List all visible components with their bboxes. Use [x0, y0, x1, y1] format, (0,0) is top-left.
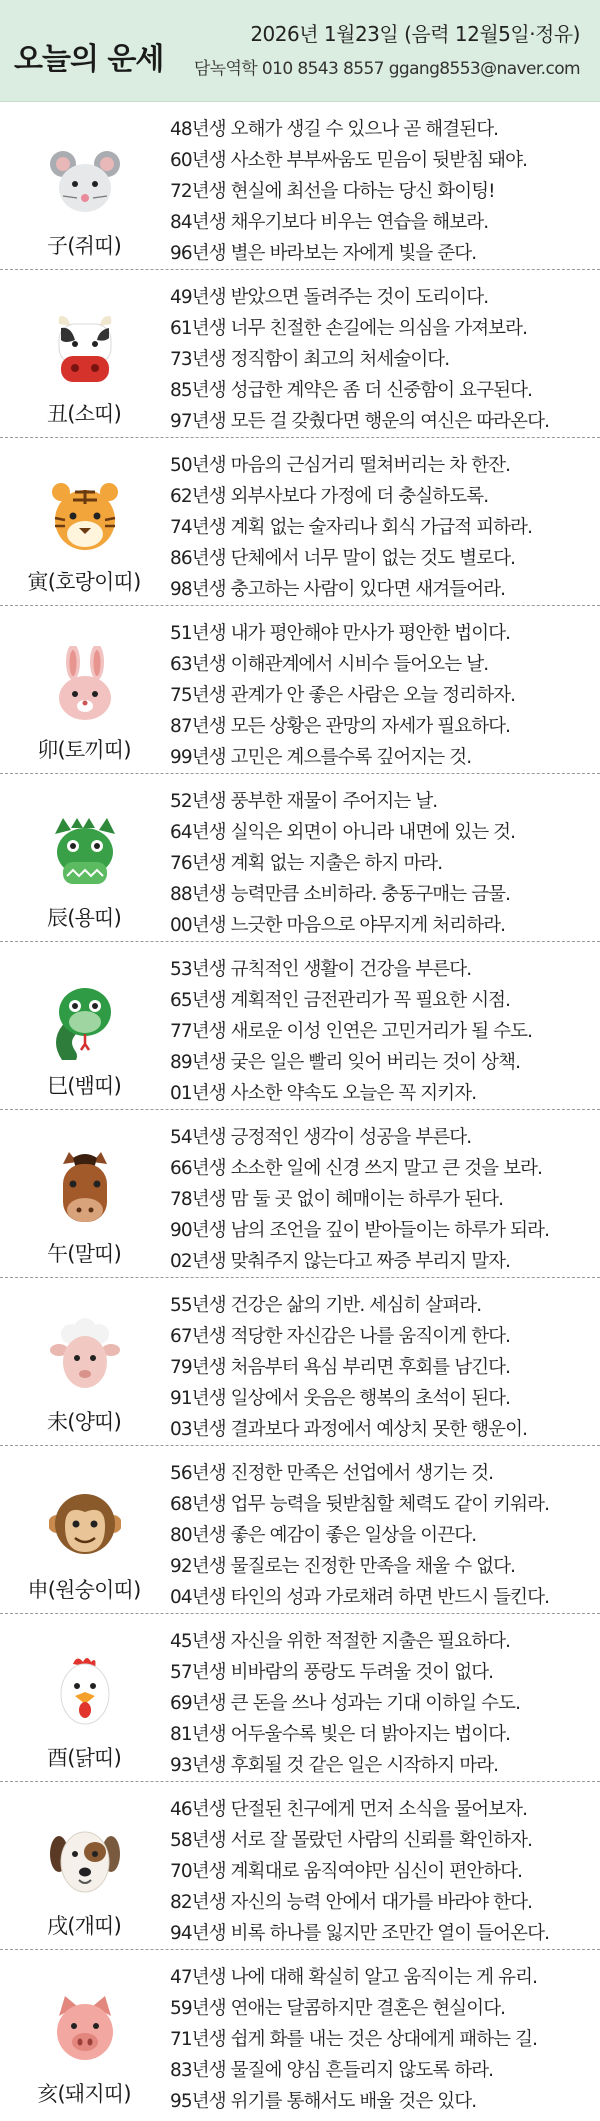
zodiac-list — [0, 102, 600, 2118]
fortune-line: 86년생 단체에서 너무 말이 없는 것도 별로다. — [170, 548, 516, 569]
zodiac-label: 酉(닭띠) — [47, 1746, 121, 1770]
fortune-lines — [170, 618, 595, 773]
fortune-line: 89년생 궂은 일은 빨리 잊어 버리는 것이 상책. — [170, 1052, 521, 1073]
fortune-line: 65년생 계획적인 금전관리가 꼭 필요한 시점. — [170, 990, 511, 1011]
rat-icon — [49, 142, 121, 220]
fortune-lines — [170, 450, 595, 605]
zodiac-section — [0, 1614, 600, 1782]
fortune-line: 02년생 맞춰주지 않는다고 짜증 부리지 말자. — [170, 1251, 511, 1272]
zodiac-section — [0, 606, 600, 774]
fortune-line: 95년생 위기를 통해서도 배울 것은 있다. — [170, 2091, 477, 2112]
fortune-line: 75년생 관계가 안 좋은 사람은 오늘 정리하자. — [170, 685, 516, 706]
fortune-line: 57년생 비바람의 풍랑도 두려울 것이 없다. — [170, 1662, 494, 1683]
fortune-line: 53년생 규칙적인 생활이 건강을 부른다. — [170, 959, 472, 980]
fortune-line: 88년생 능력만큼 소비하라. 충동구매는 금물. — [170, 884, 511, 905]
zodiac-label: 午(말띠) — [47, 1242, 121, 1266]
fortune-line: 84년생 채우기보다 비우는 연습을 해보라. — [170, 212, 489, 233]
page-title: 오늘의 운세 — [14, 42, 164, 77]
pig-icon — [49, 1990, 121, 2068]
fortune-line: 76년생 계획 없는 지출은 하지 마라. — [170, 853, 443, 874]
header — [0, 0, 600, 102]
zodiac-section — [0, 1110, 600, 1278]
fortune-line: 45년생 자신을 위한 적절한 지출은 필요하다. — [170, 1631, 511, 1652]
zodiac-section — [0, 1278, 600, 1446]
fortune-line: 59년생 연애는 달콤하지만 결혼은 현실이다. — [170, 1998, 506, 2019]
fortune-line: 79년생 처음부터 욕심 부리면 후회를 남긴다. — [170, 1357, 511, 1378]
zodiac-label: 未(양띠) — [47, 1410, 121, 1434]
zodiac-animal-cell — [0, 1782, 168, 1950]
fortune-line: 00년생 느긋한 마음으로 야무지게 처리하라. — [170, 915, 506, 936]
fortune-line: 92년생 물질로는 진정한 만족을 채울 수 없다. — [170, 1556, 516, 1577]
fortune-lines — [170, 1962, 595, 2117]
zodiac-label: 丑(소띠) — [47, 402, 121, 426]
zodiac-label: 卯(토끼띠) — [37, 738, 131, 762]
fortune-line: 68년생 업무 능력을 뒷받침할 체력도 같이 키워라. — [170, 1494, 550, 1515]
fortune-line: 77년생 새로운 이성 인연은 고민거리가 될 수도. — [170, 1021, 533, 1042]
zodiac-animal-cell — [0, 1110, 168, 1278]
fortune-line: 64년생 실익은 외면이 아니라 내면에 있는 것. — [170, 822, 516, 843]
fortune-line: 78년생 맘 둘 곳 없이 헤매이는 하루가 된다. — [170, 1189, 504, 1210]
zodiac-section — [0, 1950, 600, 2118]
fortune-lines — [170, 1458, 595, 1613]
dog-icon — [49, 1822, 121, 1900]
fortune-line: 54년생 긍정적인 생각이 성공을 부른다. — [170, 1127, 472, 1148]
zodiac-section — [0, 270, 600, 438]
fortune-line: 60년생 사소한 부부싸움도 믿음이 뒷받침 돼야. — [170, 150, 528, 171]
zodiac-section — [0, 1446, 600, 1614]
fortune-line: 82년생 자신의 능력 안에서 대가를 바라야 한다. — [170, 1892, 533, 1913]
fortune-line: 99년생 고민은 계으를수록 깊어지는 것. — [170, 747, 472, 768]
zodiac-section — [0, 1782, 600, 1950]
fortune-line: 46년생 단절된 친구에게 먼저 소식을 물어보자. — [170, 1799, 528, 1820]
fortune-line: 52년생 풍부한 재물이 주어지는 날. — [170, 791, 438, 812]
fortune-line: 74년생 계획 없는 술자리나 회식 가급적 피하라. — [170, 517, 533, 538]
zodiac-section — [0, 438, 600, 606]
sheep-icon — [49, 1318, 121, 1396]
fortune-line: 81년생 어두울수록 빛은 더 밝아지는 법이다. — [170, 1724, 511, 1745]
fortune-line: 03년생 결과보다 과정에서 예상치 못한 행운이. — [170, 1419, 528, 1440]
fortune-line: 73년생 정직함이 최고의 처세술이다. — [170, 349, 450, 370]
fortune-lines — [170, 1794, 595, 1949]
snake-icon — [49, 982, 121, 1060]
dragon-icon — [49, 814, 121, 892]
zodiac-section — [0, 942, 600, 1110]
zodiac-animal-cell — [0, 438, 168, 606]
fortune-line: 97년생 모든 걸 갖췄다면 행운의 여신은 따라온다. — [170, 411, 550, 432]
fortune-line: 94년생 비록 하나를 잃지만 조만간 열이 들어온다. — [170, 1923, 550, 1944]
horse-icon — [49, 1150, 121, 1228]
zodiac-label: 寅(호랑이띠) — [27, 570, 141, 594]
fortune-line: 87년생 모든 상황은 관망의 자세가 필요하다. — [170, 716, 511, 737]
fortune-line: 61년생 너무 친절한 손길에는 의심을 가져보라. — [170, 318, 528, 339]
rooster-icon — [49, 1654, 121, 1732]
fortune-lines — [170, 282, 595, 437]
fortune-line: 69년생 큰 돈을 쓰나 성과는 기대 이하일 수도. — [170, 1693, 521, 1714]
rabbit-icon — [49, 646, 121, 724]
fortune-line: 56년생 진정한 만족은 선업에서 생기는 것. — [170, 1463, 494, 1484]
zodiac-animal-cell — [0, 606, 168, 774]
zodiac-label: 戌(개띠) — [47, 1914, 121, 1938]
fortune-line: 55년생 건강은 삶의 기반. 세심히 살펴라. — [170, 1295, 482, 1316]
fortune-line: 49년생 받았으면 돌려주는 것이 도리이다. — [170, 287, 489, 308]
fortune-line: 66년생 소소한 일에 신경 쓰지 말고 큰 것을 보라. — [170, 1158, 543, 1179]
fortune-line: 98년생 충고하는 사람이 있다면 새겨들어라. — [170, 579, 506, 600]
fortune-line: 93년생 후회될 것 같은 일은 시작하지 마라. — [170, 1755, 499, 1776]
zodiac-section — [0, 102, 600, 270]
fortune-line: 67년생 적당한 자신감은 나를 움직이게 한다. — [170, 1326, 511, 1347]
zodiac-label: 子(쥐띠) — [47, 234, 121, 258]
fortune-line: 62년생 외부사보다 가정에 더 충실하도록. — [170, 486, 489, 507]
fortune-line: 91년생 일상에서 웃음은 행복의 초석이 된다. — [170, 1388, 511, 1409]
zodiac-section — [0, 774, 600, 942]
fortune-line: 70년생 계획대로 움직여야만 심신이 편안하다. — [170, 1861, 523, 1882]
zodiac-animal-cell — [0, 270, 168, 438]
tiger-icon — [49, 478, 121, 556]
zodiac-animal-cell — [0, 1950, 168, 2118]
zodiac-animal-cell — [0, 102, 168, 270]
zodiac-animal-cell — [0, 774, 168, 942]
fortune-line: 72년생 현실에 최선을 다하는 당신 화이팅! — [170, 181, 495, 202]
ox-icon — [49, 310, 121, 388]
fortune-lines — [170, 954, 595, 1109]
fortune-line: 96년생 별은 바라보는 자에게 빛을 준다. — [170, 243, 477, 264]
fortune-line: 47년생 나에 대해 확실히 알고 움직이는 게 유리. — [170, 1967, 538, 1988]
zodiac-animal-cell — [0, 1278, 168, 1446]
fortune-line: 71년생 쉽게 화를 내는 것은 상대에게 패하는 길. — [170, 2029, 538, 2050]
fortune-line: 50년생 마음의 근심거리 떨쳐버리는 차 한잔. — [170, 455, 511, 476]
zodiac-animal-cell — [0, 1446, 168, 1614]
fortune-lines — [170, 114, 595, 269]
contact-line: 담녹역학 010 8543 8557 ggang8553@naver.com — [193, 59, 580, 79]
fortune-lines — [170, 1626, 595, 1781]
date-line: 2026년 1월23일 (음력 12월5일·정유) — [250, 22, 580, 46]
fortune-lines — [170, 786, 595, 941]
fortune-line: 51년생 내가 평안해야 만사가 평안한 법이다. — [170, 623, 511, 644]
fortune-line: 58년생 서로 잘 몰랐던 사람의 신뢰를 확인하자. — [170, 1830, 533, 1851]
zodiac-animal-cell — [0, 942, 168, 1110]
fortune-lines — [170, 1122, 595, 1277]
fortune-line: 48년생 오해가 생길 수 있으나 곧 해결된다. — [170, 119, 499, 140]
monkey-icon — [49, 1486, 121, 1564]
zodiac-label: 辰(용띠) — [47, 906, 121, 930]
fortune-line: 01년생 사소한 약속도 오늘은 꼭 지키자. — [170, 1083, 477, 1104]
zodiac-label: 申(원숭이띠) — [27, 1578, 141, 1602]
fortune-line: 80년생 좋은 예감이 좋은 일상을 이끈다. — [170, 1525, 477, 1546]
zodiac-label: 巳(뱀띠) — [47, 1074, 121, 1098]
fortune-line: 83년생 물질에 양심 흔들리지 않도록 하라. — [170, 2060, 494, 2081]
fortune-lines — [170, 1290, 595, 1445]
fortune-line: 04년생 타인의 성과 가로채려 하면 반드시 들킨다. — [170, 1587, 550, 1608]
zodiac-label: 亥(돼지띠) — [37, 2082, 131, 2106]
fortune-line: 90년생 남의 조언을 깊이 받아들이는 하루가 되라. — [170, 1220, 550, 1241]
zodiac-animal-cell — [0, 1614, 168, 1782]
fortune-line: 63년생 이해관계에서 시비수 들어오는 날. — [170, 654, 489, 675]
fortune-line: 85년생 성급한 계약은 좀 더 신중함이 요구된다. — [170, 380, 533, 401]
